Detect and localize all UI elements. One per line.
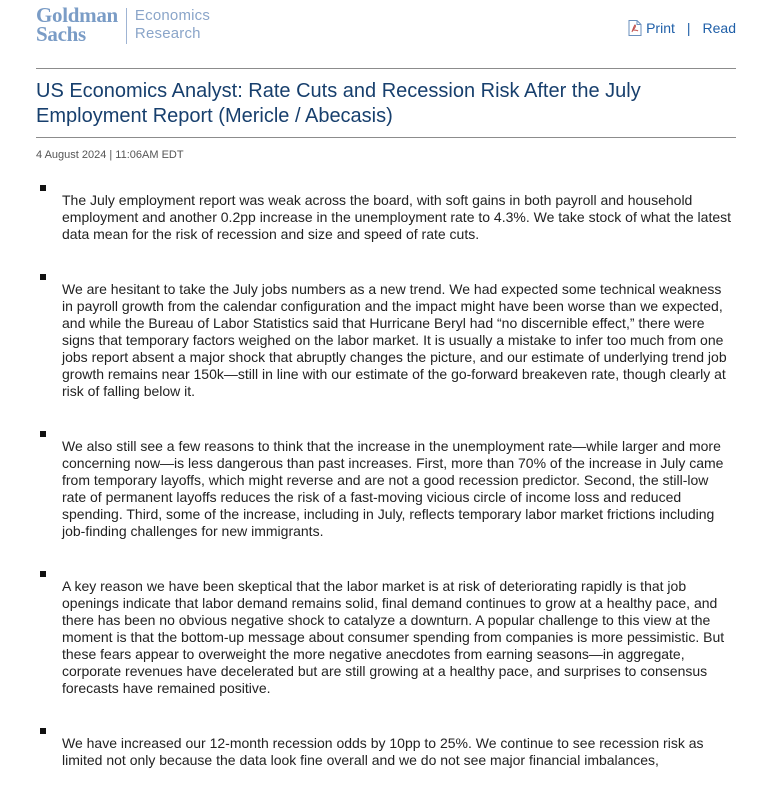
logo-line1: Goldman	[36, 3, 118, 27]
bullet-list	[36, 179, 736, 794]
logo-sub2: Research	[134, 25, 201, 42]
action-separator: |	[686, 20, 691, 36]
article-title: US Economics Analyst: Rate Cuts and Recession Risk After the July Employment Report (Mericle / Abecasis)	[36, 80, 641, 127]
bullet-text: We also still see a few reasons to think that the increase in the unemployment rate—while larger and more concerning now—is less dangerous than past increases. First, more than 70% of the increase in July came from temporary layoffs, which might reverse and are not a good recession predictor. Second, the still-low rate of permanent layoffs reduces the risk of a fast-moving vicious circle of income loss and reduced spending. Third, some of the increase, including in July, reflects temporary labor market frictions including job-finding challenges for new immigrants.	[62, 438, 724, 539]
header-actions	[628, 20, 736, 36]
bullet-marker	[40, 571, 46, 577]
print-button[interactable]	[628, 20, 675, 36]
header	[36, 3, 736, 68]
goldman-sachs-logo	[36, 3, 211, 46]
bullet-text: A key reason we have been skeptical that the labor market is at risk of deteriorating rapidly is that job openings indicate that labor demand remains solid, final demand continues to grow at a healthy pace, and there has been no obvious negative shock to catalyze a downturn. A popular challenge to this view at the moment is that the bottom-up message about consumer spending from companies is more pessimistic. But these fears appear to overweight the more negative anecdotes from earning seasons—in aggregate, corporate revenues have decelerated but are still growing at a healthy pace, and surprises to consensus forecasts have remained positive.	[62, 578, 725, 696]
list-item	[36, 565, 736, 697]
list-item	[36, 268, 736, 400]
list-item	[36, 425, 736, 540]
bullet-text: We are hesitant to take the July jobs numbers as a new trend. We had expected some technical weakness in payroll growth from the calendar configuration and the impact might have been worse than we expected, and while the Bureau of Labor Statistics said that Hurricane Beryl had “no discernible effect,” there were signs that temporary factors weighed on the labor market. It is usually a mistake to infer too much from one jobs report absent a major shock that abruptly changes the picture, and our estimate of underlying trend job growth remains near 150k—still in line with our estimate of the go-forward breakeven rate, though clearly at risk of falling below it.	[62, 281, 727, 399]
logo-line2: Sachs	[36, 22, 86, 46]
bullet-text: We have increased our 12-month recession odds by 10pp to 25%. We continue to see recession risk as limited not only because the data look fine overall and we do not see major financial imbalances,	[62, 735, 704, 768]
logo-wordmark	[36, 3, 118, 46]
bullet-marker	[40, 185, 46, 191]
logo-divider	[126, 8, 127, 44]
print-label: Print	[646, 20, 675, 36]
bullet-marker	[40, 431, 46, 437]
list-item	[36, 722, 736, 769]
logo-sub1: Economics	[134, 7, 211, 24]
bullet-marker	[40, 274, 46, 280]
title-rule	[36, 137, 736, 138]
header-rule	[36, 68, 736, 69]
pdf-icon	[628, 20, 642, 36]
logo-subtitle	[135, 7, 210, 43]
list-item	[36, 179, 736, 243]
bullet-text: The July employment report was weak across the board, with soft gains in both payroll and household employment and another 0.2pp increase in the unemployment rate to 4.3%. We take stock of what the latest data mean for the risk of recession and size and speed of rate cuts.	[62, 192, 732, 242]
article-date: 4 August 2024 | 11:06AM EDT	[36, 149, 184, 161]
bullet-marker	[40, 728, 46, 734]
read-button[interactable]: Read	[702, 20, 736, 36]
